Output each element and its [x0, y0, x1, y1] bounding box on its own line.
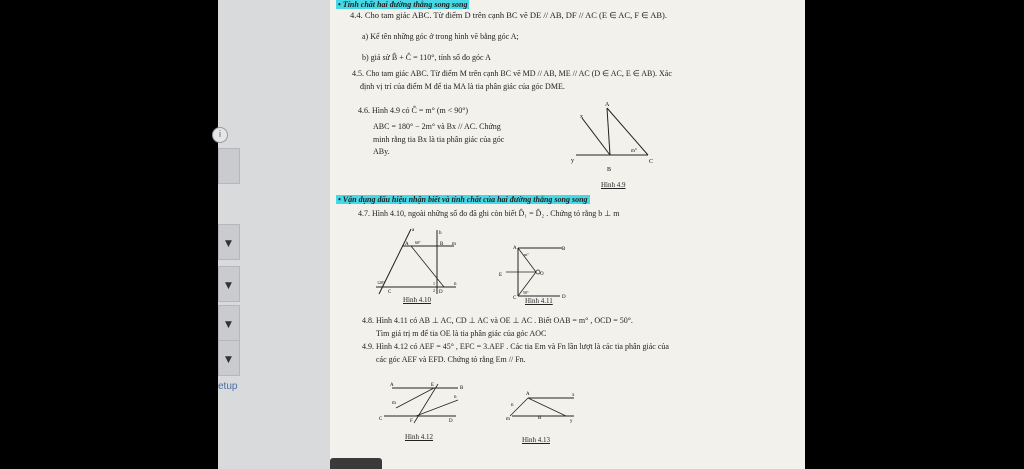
side-button[interactable] [218, 148, 240, 184]
label: m [452, 242, 456, 247]
exercise-4-6-line2: ABC = 180° − 2m° và Bx // AC. Chứng [373, 122, 501, 131]
figure-caption: Hình 4.11 [525, 297, 553, 305]
bottom-page-tab[interactable] [330, 458, 382, 469]
line-ef [414, 384, 438, 423]
label: y [570, 419, 573, 424]
label: C [388, 290, 392, 295]
exercise-4-8-line1: 4.8. Hình 4.11 có AB ⊥ AC, CD ⊥ AC và OE ⊥ AC . Biết OAB = m° , OCD = 50°. [362, 316, 633, 325]
label: B [562, 247, 566, 252]
figure-caption: Hình 4.12 [405, 433, 433, 441]
label: A [513, 246, 517, 251]
label: B [607, 167, 612, 173]
label: A [605, 102, 610, 108]
figure-caption: Hình 4.9 [601, 181, 626, 189]
label: D [562, 295, 566, 300]
figure-4-10 [374, 224, 469, 296]
ray-em [396, 388, 434, 408]
section-heading: • Vận dụng dấu hiệu nhận biết và tính chất của hai đường thẳng song song [338, 195, 588, 204]
label: E [431, 383, 435, 388]
label: B [460, 386, 464, 391]
label: 120° [377, 280, 385, 285]
label: C [649, 159, 654, 165]
exercise-4-5-line1: 4.5. Cho tam giác ABC. Từ điểm M trên cạnh BC vẽ MD // AB, ME // AC (D ∈ AC, E ∈ AB). Xác [352, 69, 672, 78]
label: b [439, 231, 442, 236]
setup-link[interactable]: etup [218, 381, 238, 392]
label: y [571, 158, 574, 164]
label: D [439, 290, 443, 295]
chevron-down-icon: ▼ [225, 355, 232, 365]
label: m [392, 401, 396, 406]
right-dark-area [805, 0, 1024, 469]
exercise-4-7: 4.7. Hình 4.10, ngoài những số đo đã ghi còn biết D̂₁ = D̂₂ . Chứng tỏ rằng b ⊥ m [358, 209, 620, 218]
chevron-down-icon: ▼ [225, 281, 232, 291]
chevron-down-icon: ▼ [225, 320, 232, 330]
side-dropdown-button[interactable] [218, 305, 240, 341]
side-dropdown-button[interactable] [218, 266, 240, 302]
label: x [572, 393, 575, 398]
label: D [449, 419, 453, 424]
figure-4-12 [376, 378, 466, 428]
label: B [440, 242, 444, 247]
side-dropdown-button[interactable] [218, 224, 240, 260]
ray-fn [416, 400, 458, 416]
info-icon[interactable]: i [212, 127, 228, 143]
label: m° [631, 149, 637, 154]
line-ad [411, 246, 444, 287]
figure-4-13 [502, 386, 582, 426]
figure-caption: Hình 4.10 [403, 296, 431, 304]
exercise-4-6-line4: ABy. [373, 147, 390, 156]
label: A [526, 392, 530, 397]
document-page [330, 0, 805, 469]
exercise-4-9-line2: các góc AEF và EFD. Chứng tỏ rằng Em // Fn. [376, 355, 526, 364]
exercise-4-8-line2: Tìm giá trị m để tia OE là tia phân giác của góc AOC [376, 329, 547, 338]
label: F [410, 419, 413, 424]
exercise-4-4-a: a) Kể tên những góc ở trong hình vẽ bằng góc A; [362, 32, 519, 41]
line-ab [607, 108, 610, 155]
figure-4-11 [496, 242, 571, 300]
ray-ab [528, 398, 566, 416]
label: B [538, 416, 542, 421]
label: 50° [523, 290, 529, 295]
exercise-4-4: 4.4. Cho tam giác ABC. Từ điểm D trên cạnh BC vẽ DE // AB, DF // AC (E ∈ AC, F ∈ AB). [350, 10, 667, 20]
chevron-down-icon: ▼ [225, 239, 232, 249]
label: O [540, 272, 544, 277]
label: a [412, 228, 415, 233]
label: n [454, 282, 457, 287]
exercise-4-9-line1: 4.9. Hình 4.12 có AEF = 45° , EFC = 3.AEF . Các tia Em và Fn lần lượt là các tia phân giác của [362, 342, 669, 351]
label: 60° [415, 240, 421, 245]
figure-caption: Hình 4.13 [522, 436, 550, 444]
label: 2 [433, 288, 435, 293]
label: C [513, 296, 517, 300]
label: m [506, 417, 510, 422]
viewer-side-panel [218, 0, 330, 469]
label: A [390, 383, 394, 388]
label: C [379, 417, 383, 422]
exercise-4-5-line2: định vị trí của điểm M để tia MA là tia phân giác của góc DME. [360, 82, 565, 91]
ray-bx [582, 118, 610, 155]
exercise-4-4-b: b) giả sử B̂ + Ĉ = 110°, tính số đo góc A [362, 53, 491, 62]
label: 1 [433, 281, 435, 286]
side-dropdown-button[interactable] [218, 340, 240, 376]
section-heading: • Tính chất hai đường thẳng song song [338, 0, 468, 9]
line-ac [607, 108, 648, 155]
exercise-4-6-line3: minh rằng tia Bx là tia phân giác của góc [373, 135, 505, 144]
label: A [405, 242, 409, 247]
figure-4-9 [568, 100, 668, 180]
label: n [511, 403, 514, 408]
label: x [580, 114, 583, 120]
label: E [499, 273, 503, 278]
label: m° [524, 252, 529, 257]
exercise-4-6-line1: 4.6. Hình 4.9 có Ĉ = m° (m < 90°) [358, 106, 469, 115]
label: n [454, 395, 457, 400]
